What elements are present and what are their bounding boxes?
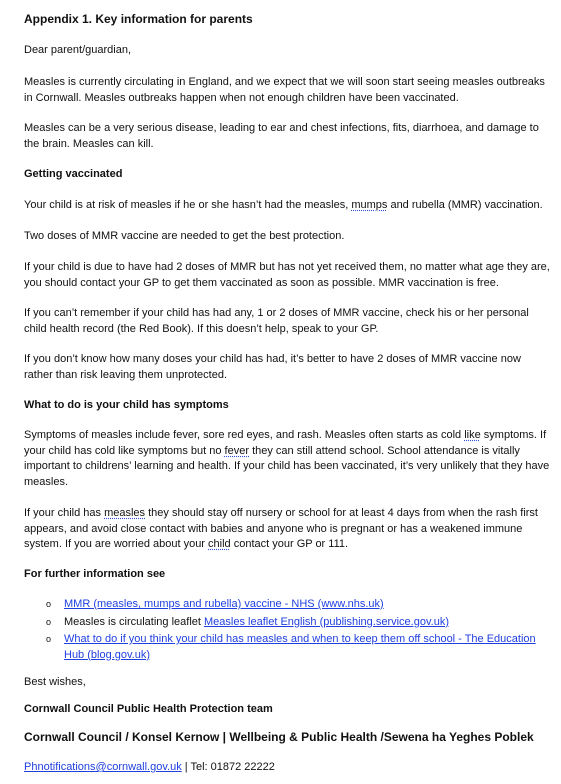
cant-remember-paragraph: If you can’t remember if your child has had any, 1 or 2 doses of MMR vaccine, check his or her personal child health record (the Red Book). If this doesn’t help, speak to your GP.: [24, 307, 529, 335]
resource-link-list: [46, 597, 552, 665]
severity-paragraph: Measles can be a very serious disease, leading to ear and chest infections, fits, diarrhoea, and damage to the brain. Measles can kill.: [24, 122, 539, 150]
risk-paragraph: [24, 198, 552, 214]
spellcheck-word-measles: measles: [104, 507, 146, 519]
measles-leaflet-link[interactable]: Measles leaflet English (publishing.service.gov.uk): [204, 615, 449, 628]
list-item: [46, 615, 552, 631]
spellcheck-word-mumps: mumps: [351, 199, 388, 211]
page-title: Appendix 1. Key information for parents: [24, 12, 253, 26]
telephone-text: | Tel: 01872 22222: [181, 761, 275, 773]
bullet-icon: o: [46, 616, 52, 627]
symptoms-text-1: Symptoms of measles include fever, sore red eyes, and rash. Measles often starts as cold: [24, 429, 465, 441]
heading-getting-vaccinated: Getting vaccinated: [24, 168, 123, 180]
spellcheck-word-like: like: [464, 429, 481, 441]
stay-off-text-1: If your child has: [24, 507, 105, 519]
education-hub-link[interactable]: What to do if you think your child has measles and when to keep them off school - The Education Hub (blog.gov.uk): [64, 633, 536, 661]
stay-off-text-3: contact your GP or 111.: [230, 538, 349, 550]
email-link[interactable]: Phnotifications@cornwall.gov.uk: [24, 761, 182, 773]
symptoms-text-3: they can still attend school. School attendance is vitally important to childrens’ learning and health. If your child has been vaccinated, it’s very unlikely that they have measles.: [24, 444, 550, 488]
heading-further-information: For further information see: [24, 568, 166, 580]
greeting: Dear parent/guardian,: [24, 44, 132, 56]
bullet-icon: o: [46, 599, 52, 609]
list-item: [46, 597, 552, 613]
contact-line: [24, 760, 552, 776]
nhs-mmr-link[interactable]: MMR (measles, mumps and rubella) vaccine - NHS (www.nhs.uk): [64, 598, 384, 610]
two-doses-paragraph: Two doses of MMR vaccine are needed to get the best protection.: [24, 230, 345, 242]
risk-text-end: and rubella (MMR) vaccination.: [387, 199, 543, 211]
leaflet-label: Measles is circulating leaflet: [64, 615, 205, 628]
spellcheck-word-fever: fever: [224, 444, 250, 457]
stay-off-paragraph: [24, 506, 552, 553]
team-name: Cornwall Council Public Health Protection team: [24, 703, 273, 715]
symptoms-paragraph: [24, 428, 552, 490]
organisation-line: Cornwall Council / Konsel Kernow | Wellbeing & Public Health /Sewena ha Yeghes Poblek: [24, 730, 534, 744]
intro-paragraph: Measles is currently circulating in England, and we expect that we will soon start seeing measles outbreaks in Cornwall. Measles outbreaks happen when not enough children have been vaccinated.: [24, 76, 545, 104]
list-item: [46, 632, 552, 663]
dont-know-paragraph: If you don’t know how many doses your child has had, it’s better to have 2 doses of MMR vaccine now rather than risk leaving them unprotected.: [24, 353, 521, 381]
sign-off: Best wishes,: [24, 676, 86, 688]
spellcheck-word-child: child: [208, 538, 231, 550]
risk-text-start: Your child is at risk of measles if he or she hasn’t had the measles,: [24, 199, 352, 211]
symptoms-text-2: symptoms. If your child has cold like symptoms but no: [24, 429, 547, 457]
due-doses-paragraph: If your child is due to have had 2 doses of MMR but has not yet received them, no matter what age they are, you should contact your GP to get them vaccinated as soon as possible. MMR vaccination is free.: [24, 261, 550, 289]
stay-off-text-2: they should stay off nursery or school for at least 4 days from when the rash first appears, and avoid close contact with babies and anyone who is pregnant or has a weakened immune system. If you are worried about your: [24, 507, 538, 550]
heading-symptoms: What to do is your child has symptoms: [24, 399, 229, 411]
bullet-icon: o: [46, 634, 52, 644]
